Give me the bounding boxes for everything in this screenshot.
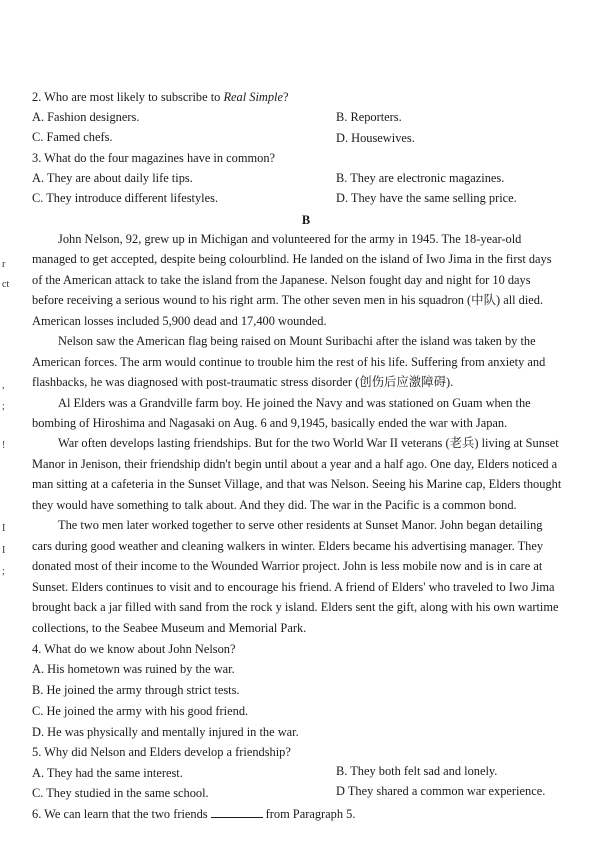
question-6-stem [32,807,580,822]
question-2-option-c[interactable]: C. Famed chefs. [32,130,113,144]
margin-mark: ct [2,279,10,290]
passage-line: collections, to the Seabee Museum and Memorial Park. [32,621,307,635]
question-5-stem: 5. Why did Nelson and Elders develop a friendship? [32,745,291,759]
margin-mark: I [2,523,6,534]
magazine-title: Real Simple [223,90,283,104]
passage-line: man sitting at a cafeteria in the Sunset Village, and that was Nelson. Seeing his Marine cap, Elders thought [32,477,562,491]
question-6-stem-suffix: from Paragraph 5. [265,807,356,821]
question-4-stem: 4. What do we know about John Nelson? [32,642,236,656]
passage-line: of the American attack to take the island from the Japanese. Nelson fought day and night for 10 days [32,273,531,287]
passage-line: donated most of their income to the Wounded Warrior project. John is less mobile now and is in care at [32,559,543,573]
question-3-option-b[interactable]: B. They are electronic magazines. [336,171,505,185]
passage-line: managed to get accepted, despite being colourblind. He landed on the island of Iwo Jima in the first days [32,252,552,266]
passage-line: John Nelson, 92, grew up in Michigan and volunteered for the army in 1945. The 18-year-old [58,232,522,246]
margin-mark: ! [2,440,6,451]
question-5-option-b[interactable]: B. They both felt sad and lonely. [336,764,498,778]
question-4-option-b[interactable]: B. He joined the army through strict tests. [32,683,240,697]
passage-line: War often develops lasting friendships. But for the two World War II veterans (老兵) living at Sunset [58,436,559,450]
margin-mark: ; [2,401,5,412]
question-2-option-a[interactable]: A. Fashion designers. [32,110,140,124]
passage-line: bombing of Hiroshima and Nagasaki on Aug. 6 and 9,1945, basically ended the war with Japan. [32,416,508,430]
question-2-stem-suffix: ? [282,90,289,104]
margin-mark: ; [2,566,5,577]
passage-line: American losses included 5,900 dead and 17,400 wounded. [32,314,327,328]
question-4-option-c[interactable]: C. He joined the army with his good friend. [32,704,249,718]
question-5-option-a[interactable]: A. They had the same interest. [32,766,183,780]
question-3-option-a[interactable]: A. They are about daily life tips. [32,171,193,185]
passage-line: Manor in Jenison, their friendship didn't begin until about a year and a half ago. One day, Elders noticed a [32,457,558,471]
question-2-option-b[interactable]: B. Reporters. [336,110,402,124]
question-3-stem: 3. What do the four magazines have in common? [32,151,276,165]
question-2-stem [32,90,580,105]
question-4-option-a[interactable]: A. His hometown was ruined by the war. [32,662,235,676]
question-2-stem-text: 2. Who are most likely to subscribe to [32,90,224,104]
passage-line: cars during good weather and cleaning walkers in winter. Elders became his advertising manager. They [32,539,544,553]
passage-line: flashbacks, he was diagnosed with post-traumatic stress disorder (创伤后应激障碍). [32,375,454,389]
question-2-option-d[interactable]: D. Housewives. [336,131,415,145]
passage-line: before receiving a serious wound to his right arm. The other seven men in his squadron (中队) all died. [32,293,544,307]
passage-line: American forces. The arm would continue to trouble him the rest of his life. Suffering from anxiety and [32,355,546,369]
margin-mark: I [2,545,6,556]
passage-line: brought back a jar filled with sand from the rock y island. Elders sent the gift, along with his own wartime [32,600,559,614]
answer-blank[interactable] [211,807,263,818]
passage-line: they would have something to talk about. And they did. The war in the Pacific is a common bond. [32,498,517,512]
question-6-stem-text: 6. We can learn that the two friends [32,807,208,821]
section-heading-b: B [301,213,311,227]
question-5-option-c[interactable]: C. They studied in the same school. [32,786,209,800]
question-3-option-d[interactable]: D. They have the same selling price. [336,191,517,205]
passage-line: The two men later worked together to serve other residents at Sunset Manor. John began detailing [58,518,543,532]
passage-line: Al Elders was a Grandville farm boy. He joined the Navy and was stationed on Guam when the [58,396,531,410]
question-4-option-d[interactable]: D. He was physically and mentally injured in the war. [32,725,299,739]
margin-mark: , [2,380,5,391]
passage-line: Nelson saw the American flag being raised on Mount Suribachi after the island was taken by the [58,334,536,348]
question-3-option-c[interactable]: C. They introduce different lifestyles. [32,191,219,205]
margin-mark: r [2,259,6,270]
question-5-option-d[interactable]: D They shared a common war experience. [336,784,546,798]
passage-line: Sunset. Elders continues to visit and to encourage his friend. A friend of Elders' who traveled to Iwo Jima [32,580,555,594]
